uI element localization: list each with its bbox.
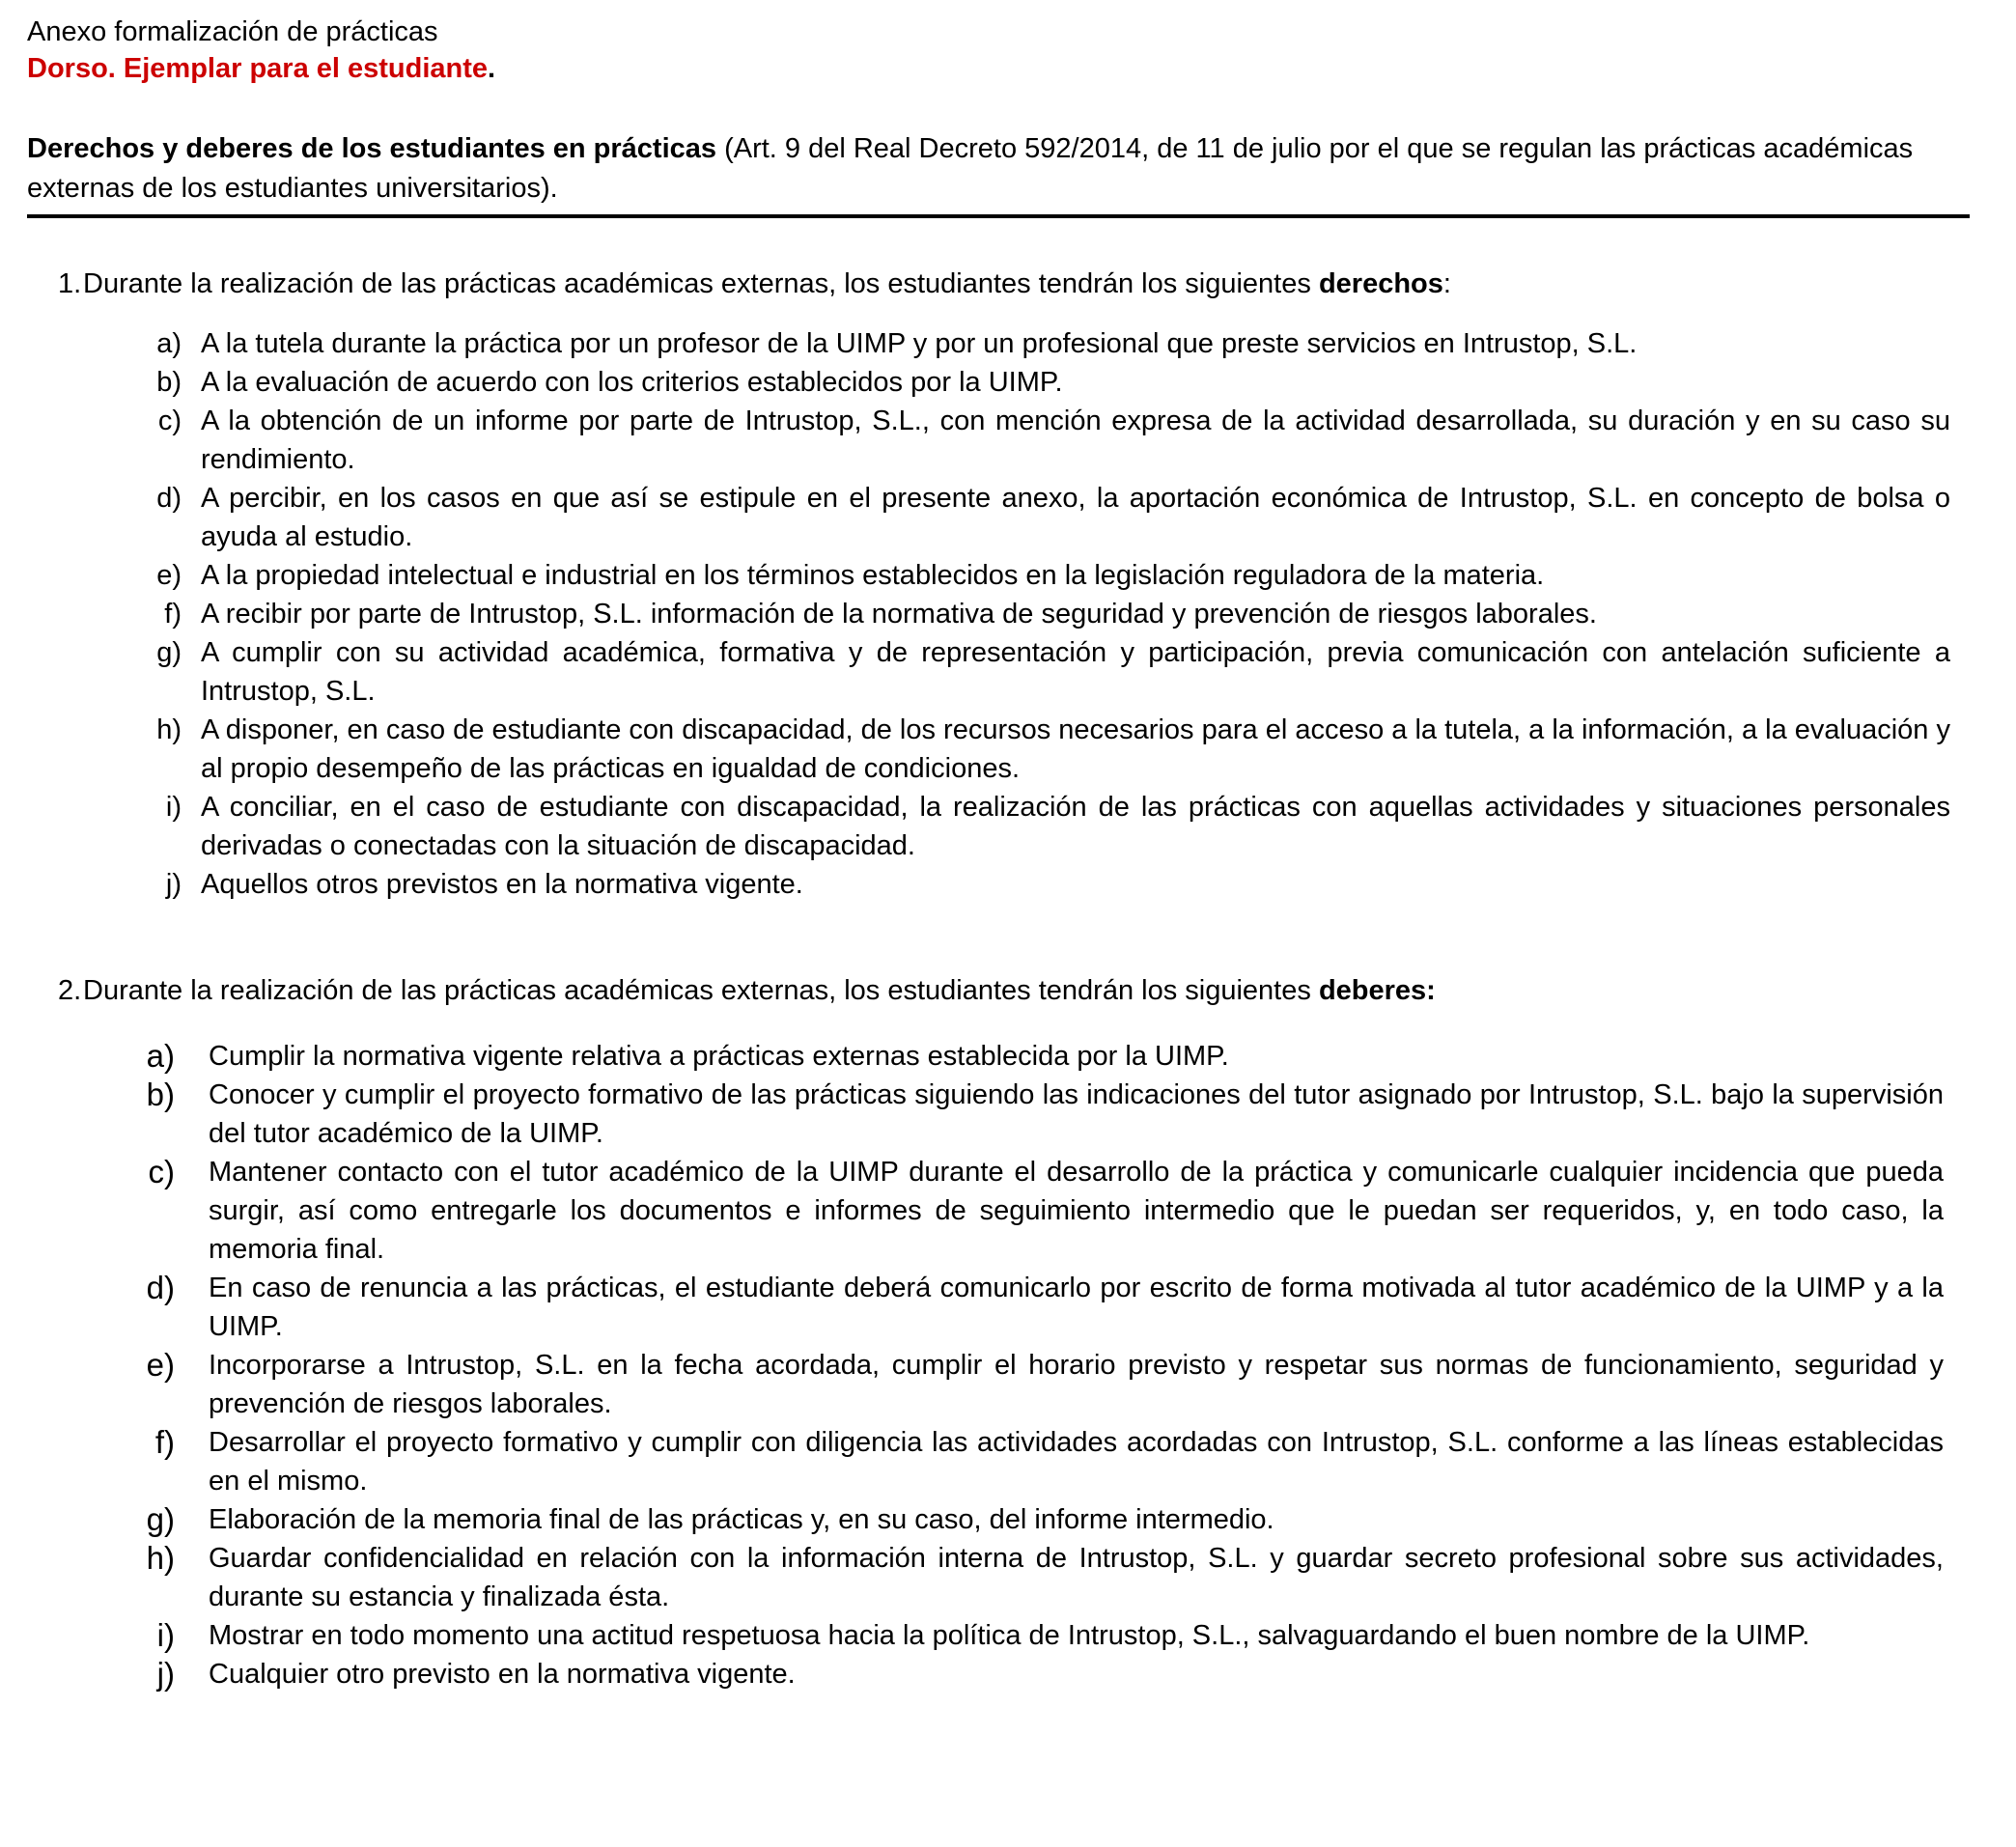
list-item-text: Mostrar en todo momento una actitud respetuosa hacia la política de Intrustop, S.L., salvaguardando el buen nombre de la UIMP. [209, 1620, 1810, 1651]
list-item [27, 1153, 1977, 1269]
list-item [27, 1423, 1977, 1500]
section-rights-intro-post: : [1442, 268, 1451, 299]
list-item-marker: a) [146, 1038, 175, 1074]
section-rights [27, 265, 1977, 904]
list-item-marker: f) [164, 599, 182, 630]
list-item [27, 1269, 1977, 1346]
list-item [27, 324, 1977, 363]
list-item-text: Incorporarse a Intrustop, S.L. en la fecha acordada, cumplir el horario previsto y respetar sus normas de funcionamiento, seguridad y prevención de riesgos laborales. [209, 1350, 1944, 1419]
section-rights-intro-pre: Durante la realización de las prácticas académicas externas, los estudiantes tendrán los siguientes [83, 268, 1319, 299]
list-item [27, 1076, 1977, 1153]
document-header [27, 14, 1977, 87]
list-item-text: A recibir por parte de Intrustop, S.L. información de la normativa de seguridad y prevención de riesgos laborales. [201, 599, 1597, 630]
list-item-marker: h) [146, 1540, 175, 1576]
section-rights-intro-bold: derechos [1318, 268, 1443, 299]
list-item-marker: a) [156, 328, 182, 359]
list-item-text: Desarrollar el proyecto formativo y cumplir con diligencia las actividades acordadas con Intrustop, S.L. conforme a las líneas establecidas en el mismo. [209, 1427, 1944, 1497]
list-item-text: Mantener contacto con el tutor académico de la UIMP durante el desarrollo de la práctica y comunicarle cualquier incidencia que pueda surgir, así como entregarle los documentos e informes de seguimiento intermedio que le puedan ser requeridos, y, en todo caso, la memoria final. [209, 1157, 1944, 1265]
list-item [27, 363, 1977, 402]
list-item-marker: h) [156, 714, 182, 745]
list-item [27, 1616, 1977, 1655]
list-item-text: A la obtención de un informe por parte de Intrustop, S.L., con mención expresa de la actividad desarrollada, su duración y en su caso su rendimiento. [201, 406, 1950, 475]
list-item-text: Guardar confidencialidad en relación con la información interna de Intrustop, S.L. y guardar secreto profesional sobre sus actividades, durante su estancia y finalizada ésta. [209, 1543, 1944, 1612]
list-item-marker: j) [156, 1656, 175, 1692]
list-item-marker: c) [148, 1154, 175, 1189]
list-item-marker: c) [157, 406, 182, 436]
list-item [27, 595, 1977, 633]
section-rights-intro [83, 265, 1977, 303]
rights-list [27, 324, 1977, 904]
list-item-text: A conciliar, en el caso de estudiante con discapacidad, la realización de las prácticas con aquellas actividades y situaciones personales derivadas o conectadas con la situación de discapacidad. [201, 792, 1950, 861]
list-item [27, 1346, 1977, 1423]
legal-reference-citation: (Art. 9 del Real Decreto 592/2014, de 11 de julio por el que se regulan las prácticas académicas externas de los estudiantes universitarios). [27, 133, 1914, 204]
list-item [27, 788, 1977, 865]
list-item-marker: j) [165, 869, 182, 900]
list-item-marker: i) [165, 792, 182, 823]
list-item-text: Cualquier otro previsto en la normativa vigente. [209, 1659, 796, 1690]
legal-reference-block [27, 129, 1970, 218]
list-item-text: En caso de renuncia a las prácticas, el estudiante deberá comunicarlo por escrito de forma motivada al tutor académico de la UIMP y a la UIMP. [209, 1273, 1944, 1342]
list-item-marker: d) [156, 483, 182, 514]
section-rights-number: 1. [58, 268, 82, 299]
header-copy-label-period: . [488, 53, 496, 84]
list-item [27, 402, 1977, 479]
list-item-text: A la propiedad intelectual e industrial en los términos establecidos en la legislación reguladora de la materia. [201, 560, 1545, 591]
list-item [27, 1539, 1977, 1616]
list-item-text: A la evaluación de acuerdo con los criterios establecidos por la UIMP. [201, 367, 1063, 398]
list-item-marker: b) [146, 1077, 175, 1112]
list-item-text: A percibir, en los casos en que así se estipule en el presente anexo, la aportación económica de Intrustop, S.L. en concepto de bolsa o ayuda al estudio. [201, 483, 1950, 552]
list-item-text: A disponer, en caso de estudiante con discapacidad, de los recursos necesarios para el acceso a la tutela, a la información, a la evaluación y al propio desempeño de las prácticas en igualdad de condiciones. [201, 714, 1950, 784]
list-item [27, 556, 1977, 595]
header-copy-label [27, 50, 1977, 87]
list-item-marker: g) [146, 1501, 175, 1537]
list-item-marker: d) [146, 1270, 175, 1305]
list-item-text: Conocer y cumplir el proyecto formativo de las prácticas siguiendo las indicaciones del tutor asignado por Intrustop, S.L. bajo la supervisión del tutor académico de la UIMP. [209, 1079, 1944, 1149]
document-body [27, 14, 1977, 1693]
list-item-marker: e) [156, 560, 182, 591]
list-item [27, 711, 1977, 788]
section-duties [27, 971, 1977, 1693]
header-subtitle: Anexo formalización de prácticas [27, 16, 438, 47]
list-item-marker: i) [156, 1617, 175, 1653]
list-item-marker: b) [156, 367, 182, 398]
section-duties-intro-bold: deberes: [1318, 975, 1436, 1006]
list-item-marker: e) [146, 1347, 175, 1383]
section-rights-heading [27, 265, 1977, 303]
list-item [27, 633, 1977, 711]
list-item-text: Elaboración de la memoria final de las prácticas y, en su caso, del informe intermedio. [209, 1504, 1274, 1535]
section-duties-number: 2. [58, 975, 82, 1006]
list-item [27, 479, 1977, 556]
list-item-text: Aquellos otros previstos en la normativa vigente. [201, 869, 803, 900]
duties-list [27, 1037, 1977, 1693]
section-duties-intro-pre: Durante la realización de las prácticas académicas externas, los estudiantes tendrán los siguientes [83, 975, 1319, 1006]
list-item-marker: f) [154, 1424, 175, 1460]
list-item [27, 1037, 1977, 1076]
list-item [27, 865, 1977, 904]
list-item [27, 1655, 1977, 1693]
header-copy-label-text: Dorso. Ejemplar para el estudiante [27, 53, 489, 84]
list-item [27, 1500, 1977, 1539]
section-duties-intro [83, 971, 1977, 1010]
list-item-text: A la tutela durante la práctica por un profesor de la UIMP y por un profesional que preste servicios en Intrustop, S.L. [201, 328, 1638, 359]
list-item-marker: g) [156, 637, 182, 668]
list-item-text: Cumplir la normativa vigente relativa a prácticas externas establecida por la UIMP. [209, 1041, 1229, 1072]
legal-reference-title: Derechos y deberes de los estudiantes en prácticas [27, 133, 717, 164]
section-duties-heading [27, 971, 1977, 1010]
list-item-text: A cumplir con su actividad académica, formativa y de representación y participación, previa comunicación con antelación suficiente a Intrustop, S.L. [201, 637, 1950, 707]
